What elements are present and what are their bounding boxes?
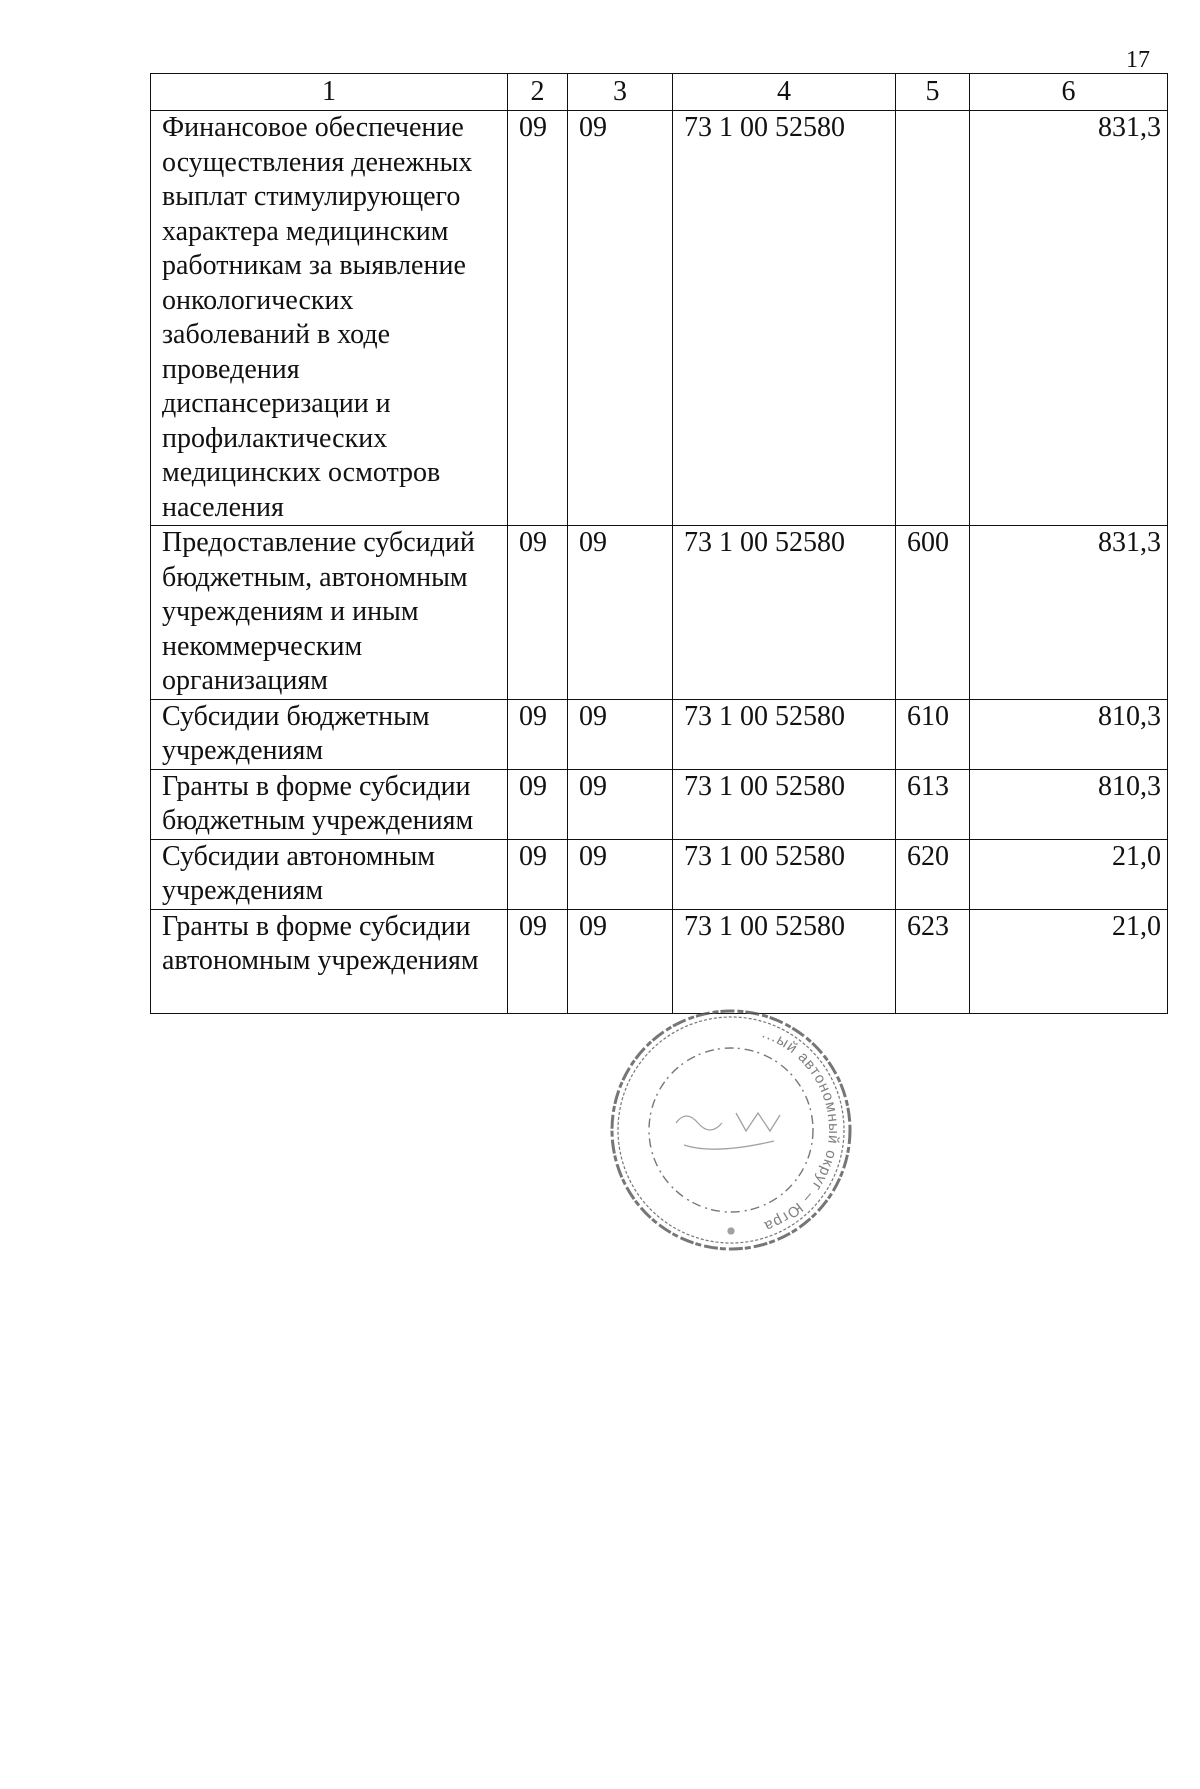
row-amount: 810,3 [970, 769, 1168, 839]
budget-table [150, 73, 1168, 1014]
row-amount: 810,3 [970, 699, 1168, 769]
row-section: 09 [508, 769, 568, 839]
row-expense-type [896, 111, 970, 526]
svg-text:...ый автономный округ – Югра [760, 1024, 842, 1235]
header-cell: 6 [970, 74, 1168, 111]
row-name: Субсидии бюджетным учреждениям [151, 699, 508, 769]
row-section: 09 [508, 699, 568, 769]
row-name: Предоставление субсидий бюджетным, автономным учреждениям и иным некоммерческим организациям [151, 526, 508, 700]
row-expense-type: 610 [896, 699, 970, 769]
row-amount: 21,0 [970, 839, 1168, 909]
row-subsection: 09 [568, 699, 673, 769]
table-row [151, 526, 1168, 700]
row-expense-type: 613 [896, 769, 970, 839]
row-amount: 831,3 [970, 526, 1168, 700]
header-cell: 3 [568, 74, 673, 111]
row-amount: 21,0 [970, 909, 1168, 1013]
row-target-article: 73 1 00 52580 [673, 909, 896, 1013]
official-stamp [606, 1005, 856, 1255]
row-subsection: 09 [568, 526, 673, 700]
row-section: 09 [508, 526, 568, 700]
row-section: 09 [508, 111, 568, 526]
table-header-row [151, 74, 1168, 111]
table-row [151, 769, 1168, 839]
row-subsection: 09 [568, 769, 673, 839]
row-expense-type: 600 [896, 526, 970, 700]
header-cell: 1 [151, 74, 508, 111]
row-name: Гранты в форме субсидии автономным учреждениям [151, 909, 508, 1013]
row-subsection: 09 [568, 111, 673, 526]
row-name: Финансовое обеспечение осуществления денежных выплат стимулирующего характера медицинским работникам за выявление онкологических заболеваний в ходе проведения диспансеризации и профилактических медицинских осмотров населения [151, 111, 508, 526]
row-subsection: 09 [568, 909, 673, 1013]
row-section: 09 [508, 909, 568, 1013]
row-name: Субсидии автономным учреждениям [151, 839, 508, 909]
row-target-article: 73 1 00 52580 [673, 699, 896, 769]
row-section: 09 [508, 839, 568, 909]
stamp-ring-text: ...ый автономный округ – Югра [759, 1024, 843, 1235]
row-expense-type: 620 [896, 839, 970, 909]
stamp-emblem-icon [676, 1113, 780, 1234]
table-row [151, 111, 1168, 526]
table-row [151, 699, 1168, 769]
row-name: Гранты в форме субсидии бюджетным учреждениям [151, 769, 508, 839]
table-row [151, 839, 1168, 909]
row-target-article: 73 1 00 52580 [673, 526, 896, 700]
row-target-article: 73 1 00 52580 [673, 769, 896, 839]
row-subsection: 09 [568, 839, 673, 909]
row-expense-type: 623 [896, 909, 970, 1013]
header-cell: 5 [896, 74, 970, 111]
row-target-article: 73 1 00 52580 [673, 111, 896, 526]
table-row [151, 909, 1168, 1013]
header-cell: 4 [673, 74, 896, 111]
row-target-article: 73 1 00 52580 [673, 839, 896, 909]
page-number: 17 [1126, 47, 1150, 73]
row-amount: 831,3 [970, 111, 1168, 526]
header-cell: 2 [508, 74, 568, 111]
